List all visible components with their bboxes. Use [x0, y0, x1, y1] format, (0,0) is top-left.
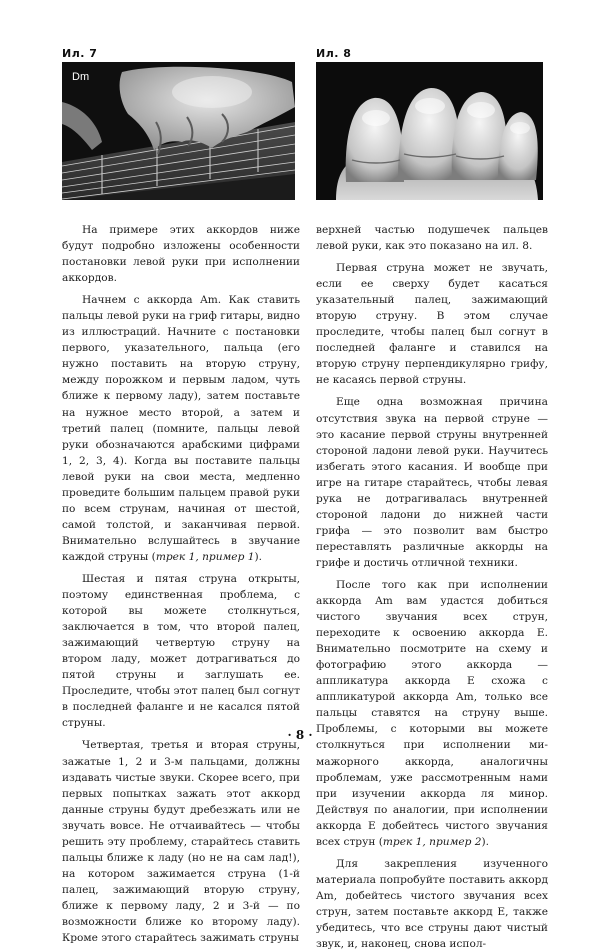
paragraph: Для закрепления изученного материала попробуйте поставить аккорд Am, добейтесь чистого звучания всех струн, затем поставьте аккорд E, также убедитесь, что все струны дают чистый звук, и, наконец, снова испол- [316, 857, 548, 951]
paragraph: Начнем с аккорда Am. Как ставить пальцы левой руки на гриф гитары, видно из иллюстраций. Начните с постановки первого, указательного, пальца (его нужно поставить на вторую струну, между порожком и первым ладом, чуть ближе к первому ладу), затем поставьте на нужное место второй, а затем и третий палец (помните, пальцы левой руки обозначаются арабскими цифрами 1, 2, 3, 4). Когда вы поставите пальцы левой руки на свои места, медленно проведите большим пальцем правой руки по всем струнам, начиная от шестой, самой толстой, и заканчивая первой. Внимательно вслушайтесь в звучание каждой струны (трек 1, пример 1). [62, 294, 300, 563]
paragraph: верхней частью подушечек пальцев левой руки, как это показано на ил. 8. [316, 224, 548, 253]
hand-on-fretboard-image [62, 62, 295, 200]
figure-8-photo [316, 62, 543, 200]
paragraph: После того как при исполнении аккорда Am вам удастся добиться чистого звучания всех струн, переходите к освоению аккорда E. Внимательно посмотрите на схему и фотографию этого аккорда — аппликатура аккорда E схожа с аппликатурой аккорда Am, только все пальцы ставятся на струну выше. Проблемы, с которыми вы можете столкнуться при исполнении ми-мажорного аккорда, аналогичны проблемам, уже рассмотренным нами при изучении аккорда ля минор. Действуя по аналогии, при исполнении аккорда E добейтесь чистого звучания всех струн (трек 1, пример 2). [316, 578, 548, 848]
figure-7-photo [62, 62, 295, 200]
left-text-column [62, 222, 300, 946]
paragraph: На примере этих аккордов ниже будут подробно изложены особенности постановки левой руки при исполнении аккордов. [62, 224, 300, 285]
figure-7-caption: Ил. 7 [62, 47, 98, 60]
page-number: · 8 · [287, 728, 313, 742]
paragraph: Шестая и пятая струна открыты, поэтому единственная проблема, с которой вы можете столкнуться, заключается в том, что второй палец, зажимающий четвертую струну на втором ладу, может дотрагиваться до пятой струны и заглушать ее. Проследите, чтобы этот палец был согнут в последней фаланге и не касался пятой струны. [62, 572, 300, 730]
track-reference: трек 1, пример 2 [382, 835, 482, 848]
paragraph: Первая струна может не звучать, если ее сверху будет касаться указательный палец, зажимающий вторую струну. В этом случае проследите, чтобы палец был согнут в последней фаланге и ставился на вторую струну перпендикулярно грифу, не касаясь первой струны. [316, 262, 548, 387]
paragraph: Четвертая, третья и вторая струны, зажатые 1, 2 и 3-м пальцами, должны издавать чистые звуки. Скорее всего, при первых попытках зажать этот аккорд данные струны будут дребезжать или не звучать вовсе. Не отчаивайтесь — чтобы решить эту проблему, старайтесь ставить пальцы ближе к ладу (но не на сам лад!), на котором зажимается струна (1-й палец, зажимающий вторую струну, ближе к первому ладу, 2 и 3-й — по возможности ближе ко второму ладу). Кроме этого старайтесь зажимать струны [62, 739, 300, 945]
chord-name-label: Dm [72, 71, 90, 83]
figure-8-caption: Ил. 8 [316, 47, 352, 60]
fingertips-image [316, 62, 543, 200]
paragraph: Еще одна возможная причина отсутствия звука на первой струне — это касание первой струны внутренней стороной ладони левой руки. Научитесь избегать этого касания. И вообще при игре на гитаре старайтесь, чтобы левая рука не дотрагивалась внутренней стороной ладони до нижней части грифа — это позволит вам быстро переставлять различные аккорды на грифе и достичь отличной техники. [316, 396, 548, 569]
track-reference: трек 1, пример 1 [155, 550, 255, 563]
right-text-column [316, 222, 548, 952]
